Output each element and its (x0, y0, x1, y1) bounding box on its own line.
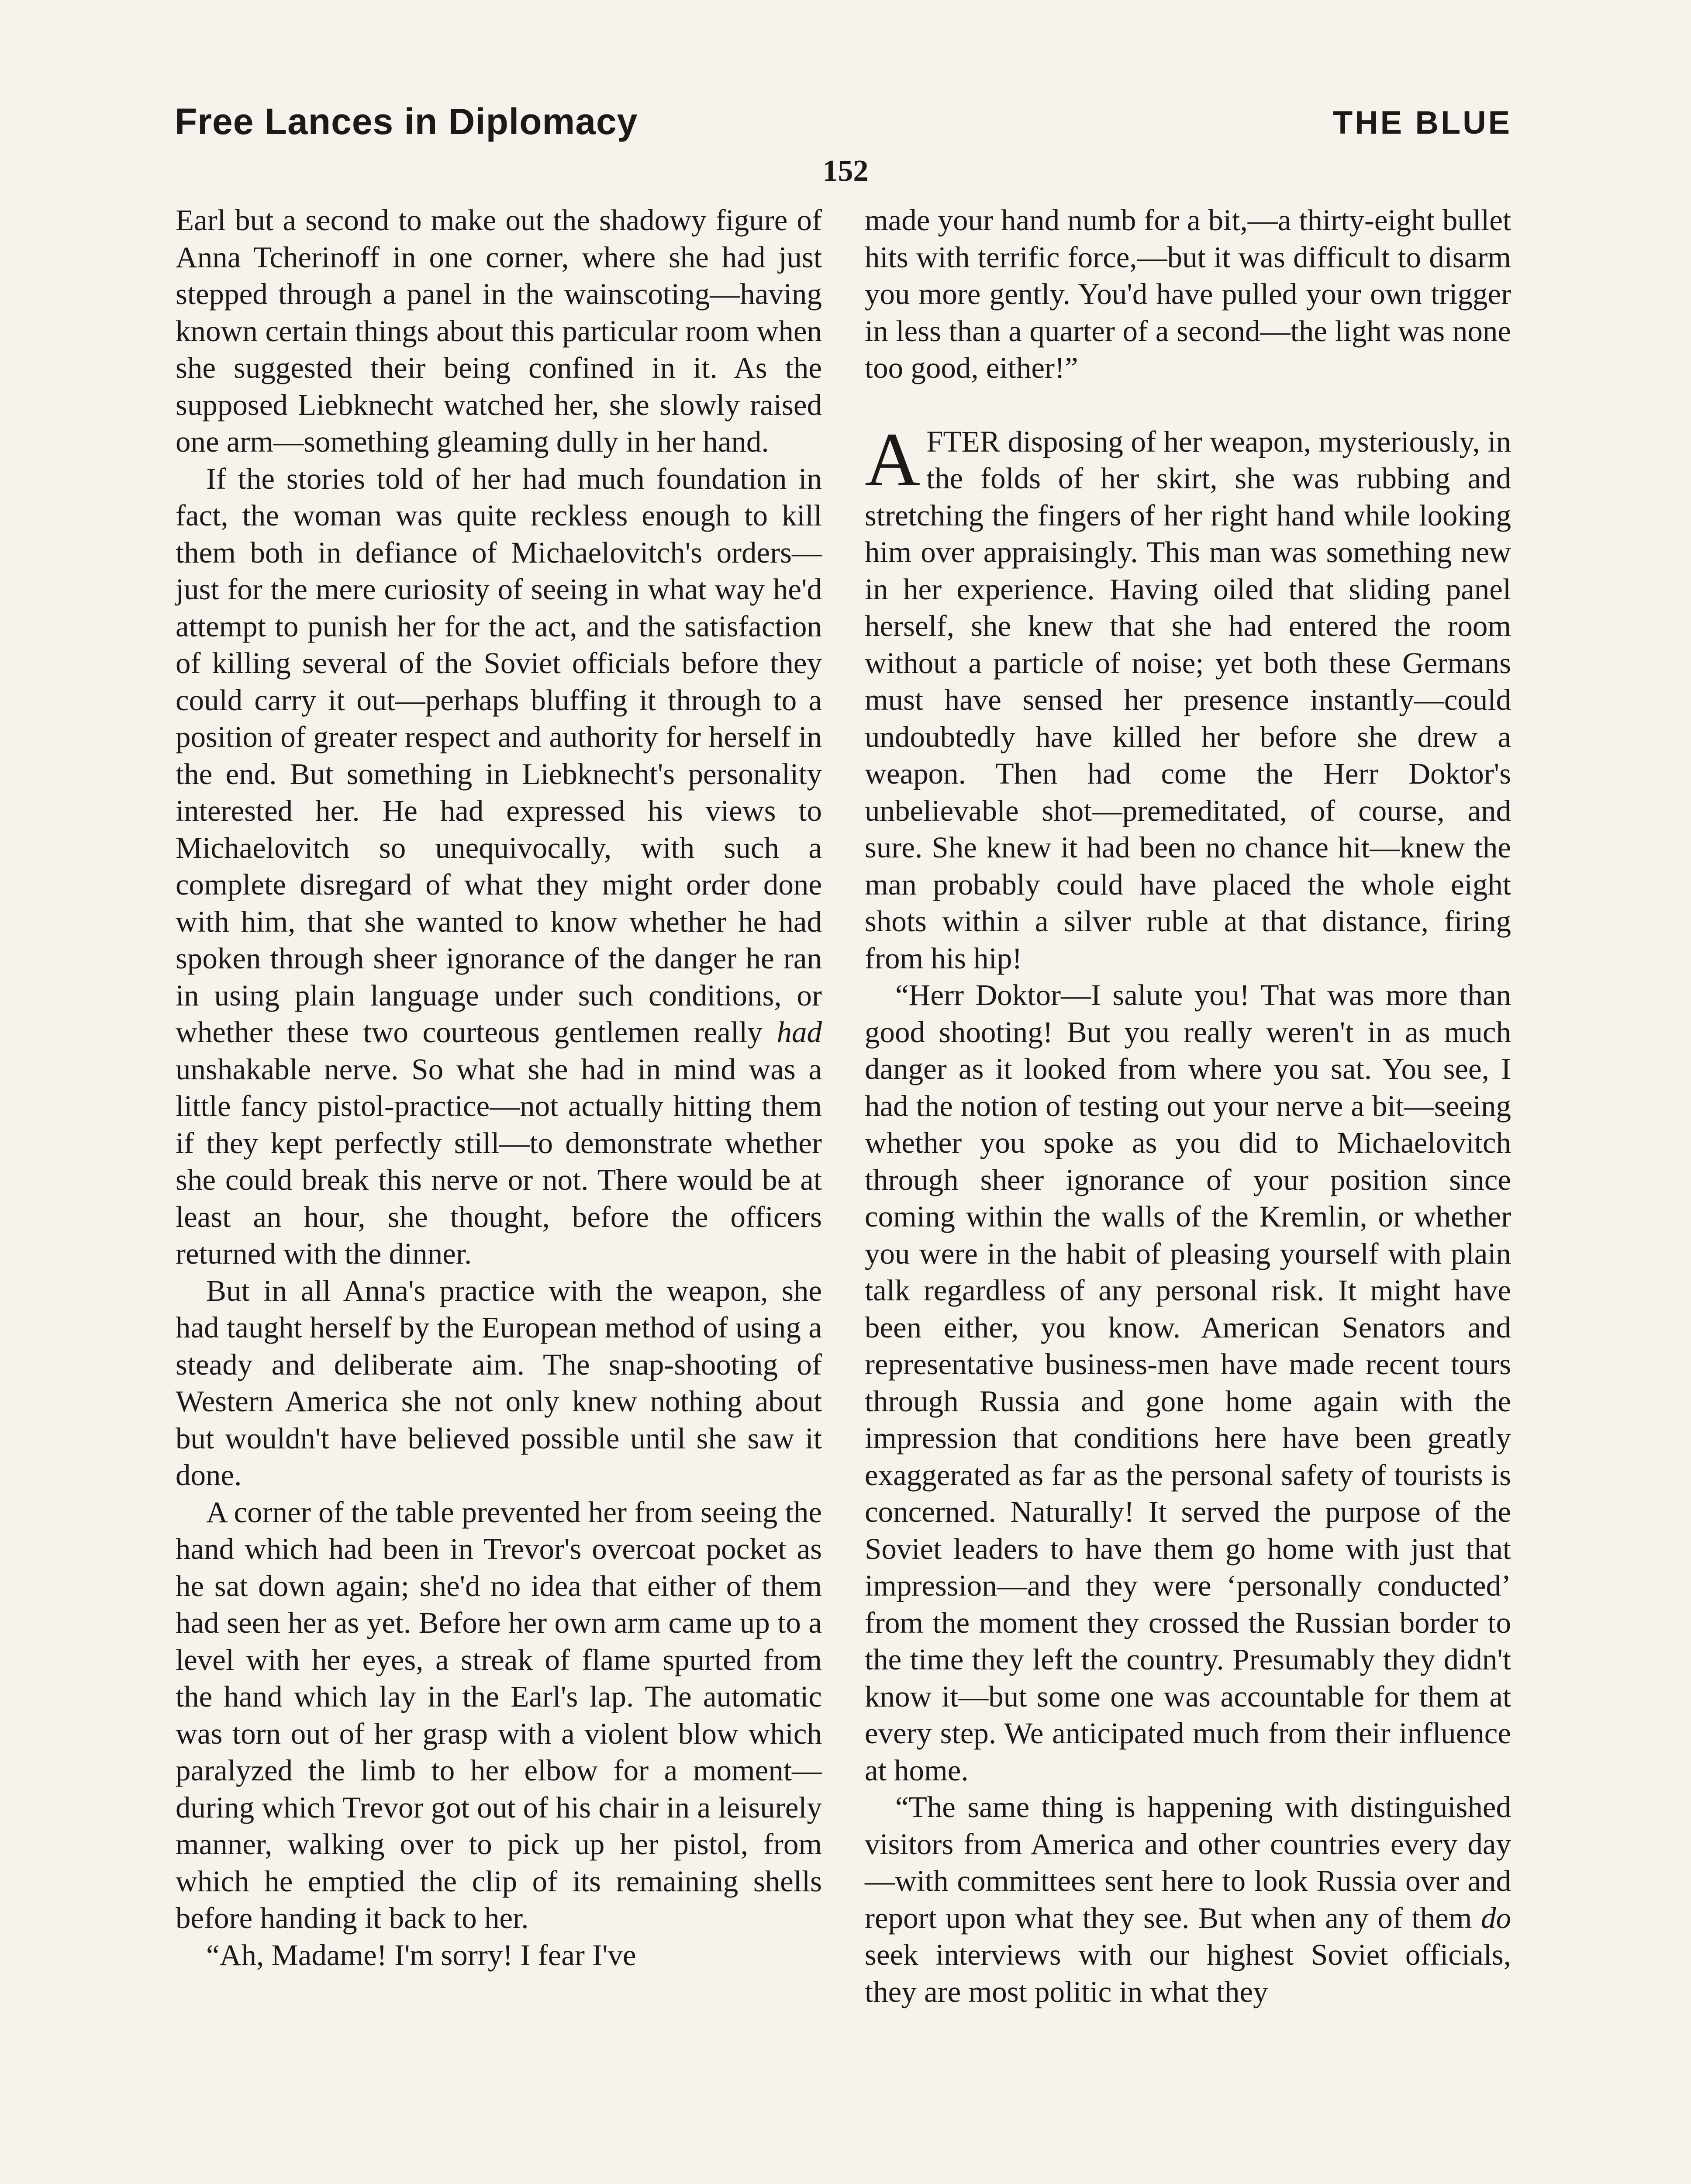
running-head-title: Free Lances in Diplomacy (175, 101, 638, 142)
left-column (176, 202, 822, 1973)
italic-word: do (1481, 1901, 1511, 1935)
paragraph (865, 1789, 1511, 2010)
paragraph-section-start (865, 417, 1511, 977)
paragraph: But in all Anna's practice with the weapon, she had taught herself by the European method of using a steady and deliberate aim. The snap-shooting of Western America she not only knew nothing about but wouldn't have believed possible until she saw it done. (176, 1274, 822, 1492)
paragraph (176, 460, 822, 1272)
paragraph: “Herr Doktor—I salute you! That was more than good shooting! But you really weren't in as much danger as it looked from where you sat. You see, I had the notion of testing out your nerve a bit—seeing whether you spoke as you did to Michaelovitch through sheer ignorance of your position since coming within the walls of the Kremlin, or whether you were in the habit of pleasing yourself with plain talk regardless of any personal risk. It might have been either, you know. American Senators and representative business-men have made recent tours through Russia and gone home again with the impression that conditions here have been greatly exaggerated as far as the personal safety of tourists is concerned. Naturally! It served the purpose of the Soviet leaders to have them go home with just that impression—and they were ‘personally conducted’ from the moment they crossed the Russian border to the time they left the country. Presumably they didn't know it—but some one was accountable for them at every step. We anticipated much from their influence at home. (865, 978, 1511, 1787)
paragraph: made your hand numb for a bit,—a thirty-eight bullet hits with terrific force,—but it was difficult to disarm you more gently. You'd have pulled your own trigger in less than a quarter of a second—the light was none too good, either!” (865, 204, 1511, 384)
italic-word: had (776, 1016, 822, 1049)
running-head-magazine: THE BLUE (1333, 104, 1512, 141)
paragraph-text: “The same thing is happening with distinguished visitors from America and other countries every day—with committees sent here to look Russia over and report upon what they see. But when any of them (865, 1790, 1511, 1935)
right-column (865, 202, 1511, 2010)
drop-cap: A (865, 417, 921, 502)
paragraph: Earl but a second to make out the shadowy figure of Anna Tcherinoff in one corner, where she had just stepped through a panel in the wainscoting—having known certain things about this particular room when she suggested their being confined in it. As the supposed Liebknecht watched her, she slowly raised one arm—something gleaming dully in her hand. (176, 204, 822, 458)
paragraph-text: FTER disposing of her weapon, mysteriously, in the folds of her skirt, she was rubbing and stretching the fingers of her right hand while looking him over appraisingly. This man was something new in her experience. Having oiled that sliding panel herself, she knew that she had entered the room without a particle of noise; yet both these Germans must have sensed her presence instantly—could undoubtedly have killed her before she drew a weapon. Then had come the Herr Doktor's unbelievable shot—premeditated, of course, and sure. She knew it had been no chance hit—knew the man probably could have placed the whole eight shots within a silver ruble at that distance, firing from his hip! (865, 425, 1511, 975)
paragraph-text: seek interviews with our highest Soviet officials, they are most politic in what they (865, 1938, 1511, 2008)
paragraph-text: unshakable nerve. So what she had in mind was a little fancy pistol-practice—not actually hitting them if they kept perfectly still—to demonstrate whether she could break this nerve or not. There would be at least an hour, she thought, before the officers returned with the dinner. (176, 1052, 822, 1270)
paragraph: A corner of the table prevented her from seeing the hand which had been in Trevor's overcoat pocket as he sat down again; she'd no idea that either of them had seen her as yet. Before her own arm came up to a level with her eyes, a streak of flame spurted from the hand which lay in the Earl's lap. The automatic was torn out of her grasp with a violent blow which paralyzed the limb to her elbow for a moment—during which Trevor got out of his chair in a leisurely manner, walking over to pick up her pistol, from which he emptied the clip of its remaining shells before handing it back to her. (176, 1495, 822, 1935)
paragraph-text: If the stories told of her had much foundation in fact, the woman was quite reckless enough to kill them both in defiance of Michaelovitch's orders—just for the mere curiosity of seeing in what way he'd attempt to punish her for the act, and the satisfaction of killing several of the Soviet officials before they could carry it out—perhaps bluffing it through to a position of greater respect and authority for herself in the end. But something in Liebknecht's personality interested her. He had expressed his views to Michaelovitch so unequivocally, with such a complete disregard of what they might order done with him, that she wanted to know whether he had spoken through sheer ignorance of the danger he ran in using plain language under such conditions, or whether these two courteous gentlemen really (176, 462, 822, 1049)
paragraph: “Ah, Madame! I'm sorry! I fear I've (206, 1938, 636, 1972)
page-number: 152 (822, 154, 869, 188)
